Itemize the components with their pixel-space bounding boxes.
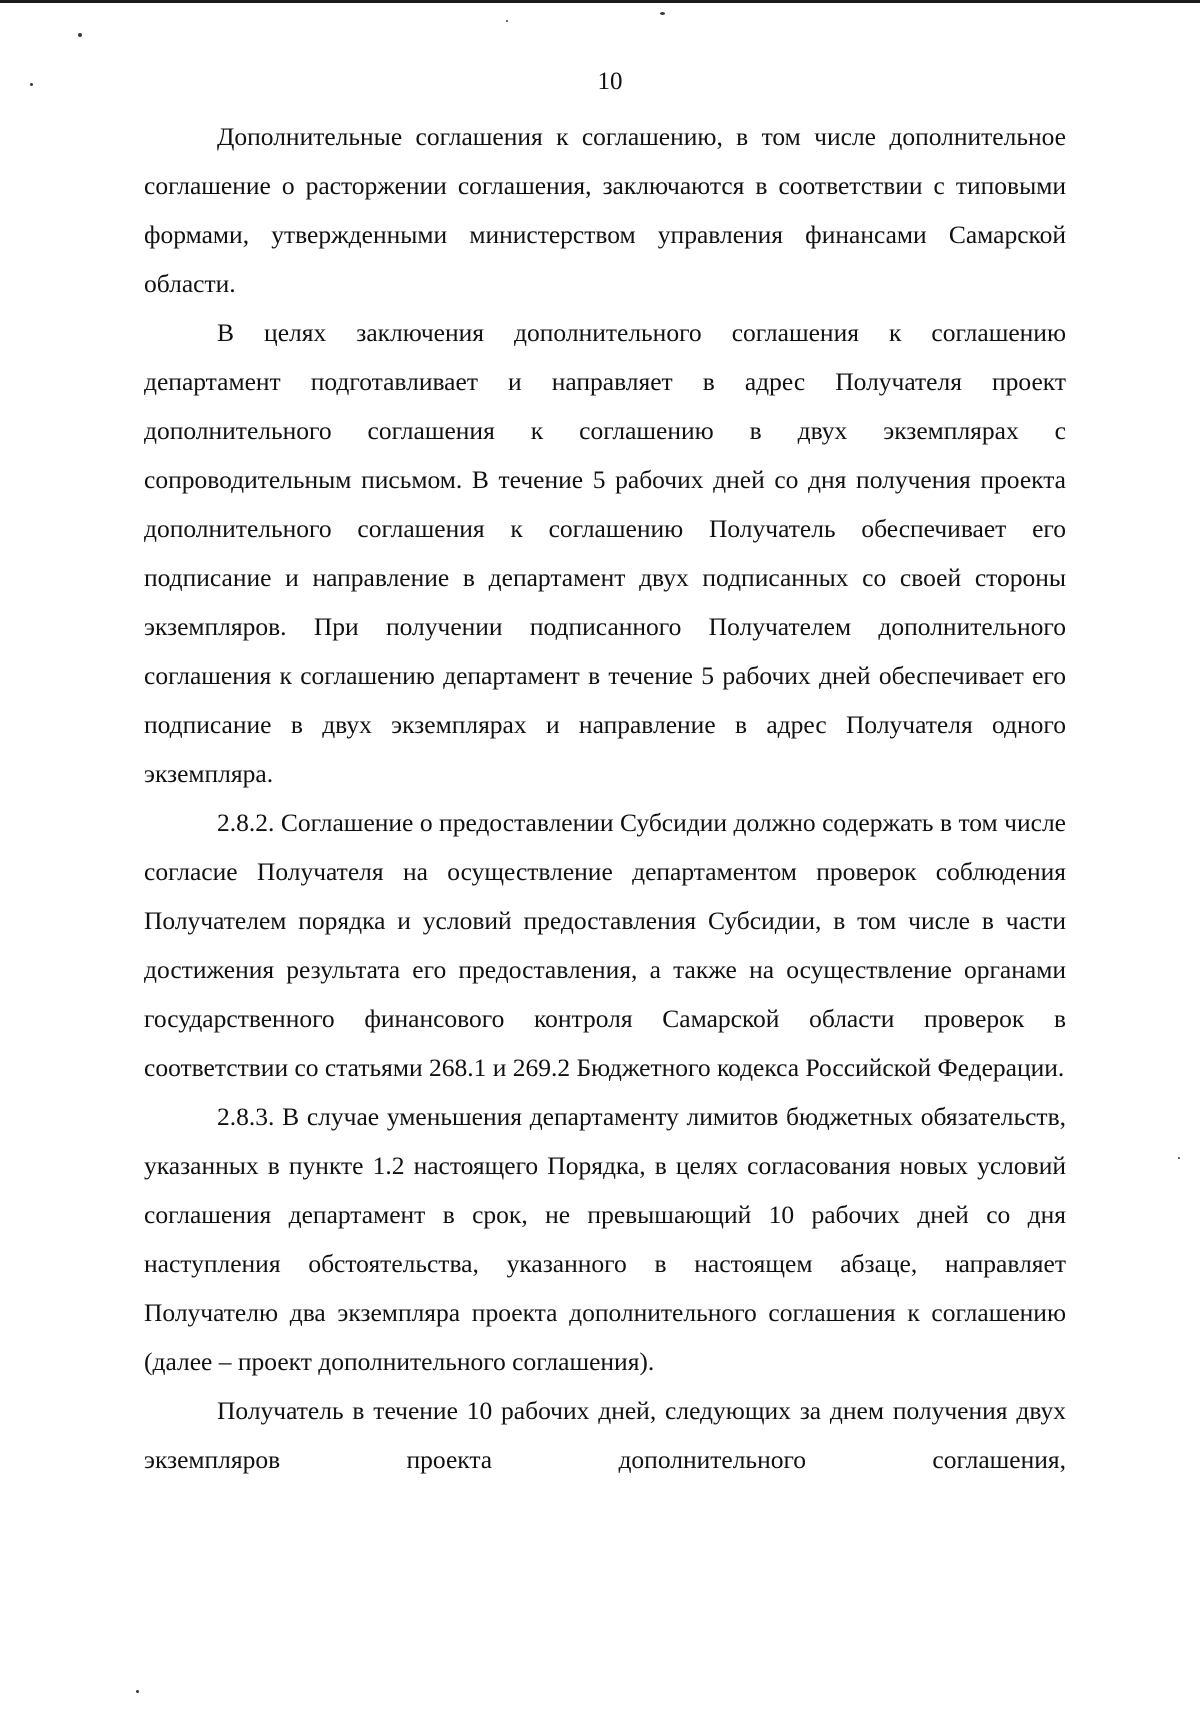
scan-speck	[30, 83, 33, 86]
scan-speck	[136, 1690, 139, 1693]
page-number: 10	[597, 68, 623, 95]
scan-speck	[506, 20, 508, 22]
paragraph: 2.8.3. В случае уменьшения департаменту лимитов бюджетных обязательств, указанных в пункте 1.2 настоящего Порядка, в целях согласования новых условий соглашения департамент в срок, не превышающий 10 рабочих дней со дня наступления обстоятельства, указанного в настоящем абзаце, направляет Получателю два экземпляра проекта дополнительного соглашения к соглашению (далее – проект дополнительного соглашения).	[144, 1102, 1066, 1376]
paragraph: 2.8.2. Соглашение о предоставлении Субсидии должно содержать в том числе согласие Получателя на осуществление департаментом проверок соблюдения Получателем порядка и условий предоставления Субсидии, в том числе в части достижения результата его предоставления, а также на осуществление органами государственного финансового контроля Самарской области проверок в соответствии со статьями 268.1 и 269.2 Бюджетного кодекса Российской Федерации.	[144, 808, 1066, 1082]
scan-speck	[660, 12, 665, 15]
scan-top-edge	[0, 0, 1200, 3]
paragraph: В целях заключения дополнительного соглашения к соглашению департамент подготавливает и направляет в адрес Получателя проект дополнительного соглашения к соглашению в двух экземплярах с сопроводительным письмом. В течение 5 рабочих дней со дня получения проекта дополнительного соглашения к соглашению Получатель обеспечивает его подписание и направление в департамент двух подписанных со своей стороны экземпляров. При получении подписанного Получателем дополнительного соглашения к соглашению департамент в течение 5 рабочих дней обеспечивает его подписание в двух экземплярах и направление в адрес Получателя одного экземпляра.	[144, 318, 1066, 788]
scan-speck	[78, 33, 82, 37]
paragraph: Получатель в течение 10 рабочих дней, следующих за днем получения двух экземпляров проекта дополнительного соглашения,	[144, 1396, 1066, 1474]
paragraph: Дополнительные соглашения к соглашению, в том числе дополнительное соглашение о расторжении соглашения, заключаются в соответствии с типовыми формами, утвержденными министерством управления финансами Самарской области.	[144, 122, 1066, 298]
scan-speck	[1178, 1157, 1180, 1159]
document-body	[144, 112, 1066, 1484]
